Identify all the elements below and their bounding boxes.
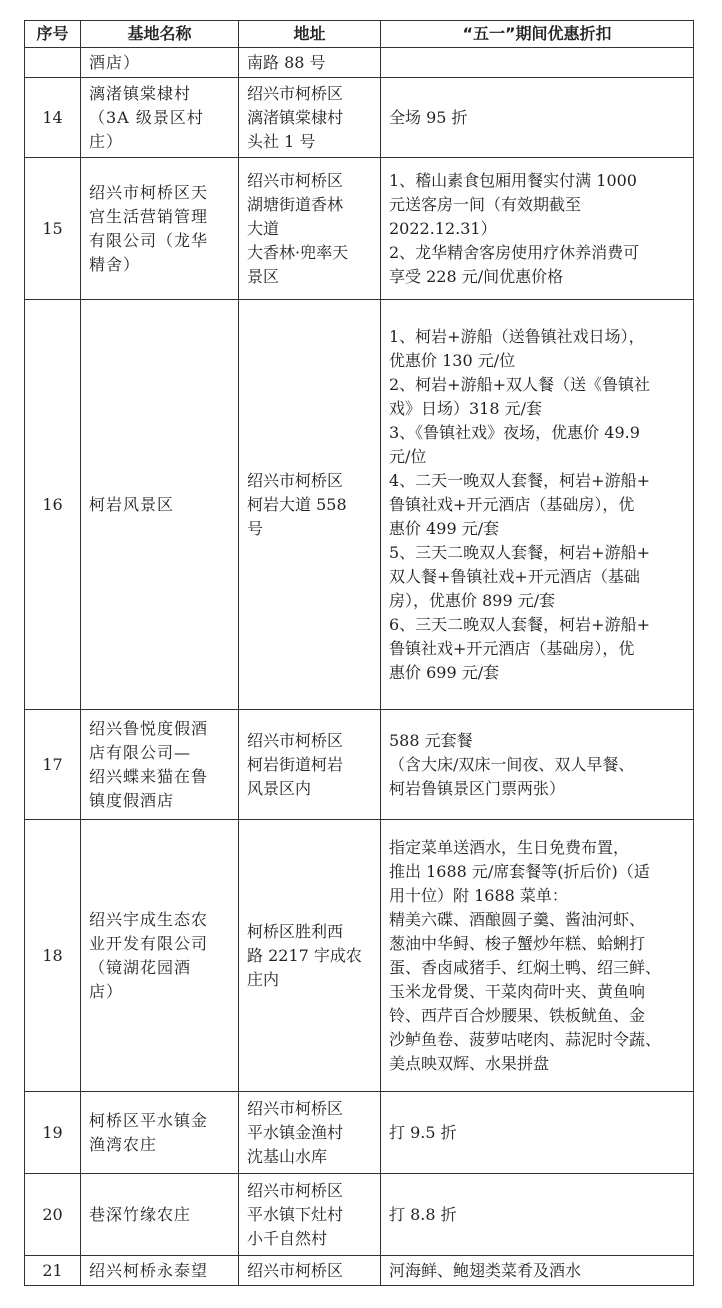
- address-cell: [239, 78, 381, 158]
- base-name-cell: [81, 1092, 239, 1174]
- discount-line: 沙鲈鱼卷、菠萝咕咾肉、蒜泥时令蔬、: [389, 1029, 662, 1049]
- address-line: 路 2217 宇成农: [247, 945, 362, 965]
- base-name-cell: [81, 158, 239, 300]
- base-name-line: 店）: [89, 981, 124, 1001]
- address-line: 绍兴市柯桥区: [247, 1180, 344, 1200]
- address-line: 柯岩街道柯岩: [247, 754, 344, 774]
- address-line: 号: [247, 518, 264, 538]
- base-name-line: （镜湖花园酒: [89, 957, 192, 977]
- discount-line: 惠价 699 元/套: [389, 662, 500, 682]
- table-row: [25, 1256, 694, 1286]
- address-line: 大香林·兜率天: [247, 242, 349, 262]
- base-name-line: 绍兴鲁悦度假酒: [89, 718, 209, 738]
- row-number: 15: [25, 158, 81, 300]
- discount-line: 鲁镇社戏+开元酒店（基础房），优: [389, 494, 635, 514]
- header-row: [25, 21, 694, 48]
- discount-cell: [381, 1174, 694, 1256]
- address-line: 大道: [247, 218, 280, 238]
- address-line: 小千自然村: [247, 1228, 328, 1248]
- discount-table: [24, 20, 694, 1286]
- address-line: 绍兴市柯桥区: [247, 83, 344, 103]
- discount-cell: [381, 820, 694, 1092]
- address-line: 绍兴市柯桥区: [247, 470, 344, 490]
- base-name-cell: [81, 48, 239, 78]
- row-number: 18: [25, 820, 81, 1092]
- address-line: 庄内: [247, 969, 280, 989]
- discount-line: 打 8.8 折: [389, 1204, 457, 1224]
- discount-line: 2、柯岩+游船+双人餐（送《鲁镇社: [389, 374, 650, 394]
- address-line: 沈基山水库: [247, 1146, 328, 1166]
- address-line: 柯桥区胜利西: [247, 921, 344, 941]
- base-name-line: 绍兴宇成生态农: [89, 909, 209, 929]
- address-line: 头社 1 号: [247, 131, 316, 151]
- discount-cell: [381, 300, 694, 710]
- table-row: [25, 1174, 694, 1256]
- table-row: [25, 820, 694, 1092]
- base-name-line: 业开发有限公司: [89, 933, 209, 953]
- row-number: 19: [25, 1092, 81, 1174]
- row-number: [25, 48, 81, 78]
- discount-line: 精美六碟、酒酿圆子羹、酱油河虾、: [389, 909, 646, 929]
- base-name-cell: [81, 820, 239, 1092]
- discount-cell: [381, 1092, 694, 1174]
- table-row: [25, 48, 694, 78]
- discount-line: 房），优惠价 899 元/套: [389, 590, 556, 610]
- base-name-line: 漓渚镇棠棣村: [89, 83, 192, 103]
- row-number: 20: [25, 1174, 81, 1256]
- discount-line: 用十位）附 1688 菜单：: [389, 885, 568, 905]
- table-row: [25, 1092, 694, 1174]
- table-row: [25, 78, 694, 158]
- row-number: 14: [25, 78, 81, 158]
- base-name-line: 绍兴柯桥永泰望: [89, 1260, 209, 1280]
- base-name-line: （3A 级景区村: [89, 107, 204, 127]
- address-line: 绍兴市柯桥区: [247, 1260, 344, 1280]
- address-cell: [239, 1256, 381, 1286]
- discount-line: 优惠价 130 元/位: [389, 350, 516, 370]
- discount-line: 全场 95 折: [389, 107, 468, 127]
- address-cell: [239, 300, 381, 710]
- discount-cell: [381, 78, 694, 158]
- discount-line: 1、稽山素食包厢用餐实付满 1000: [389, 170, 637, 190]
- row-number: 21: [25, 1256, 81, 1286]
- discount-line: 双人餐+鲁镇社戏+开元酒店（基础: [389, 566, 640, 586]
- base-name-line: 巷深竹缘农庄: [89, 1204, 192, 1224]
- address-line: 绍兴市柯桥区: [247, 170, 344, 190]
- address-cell: [239, 48, 381, 78]
- base-name-line: 宫生活营销管理: [89, 206, 209, 226]
- address-line: 南路 88 号: [247, 52, 326, 72]
- base-name-line: 绍兴蝶来猫在鲁: [89, 766, 209, 786]
- address-line: 柯岩大道 558: [247, 494, 347, 514]
- discount-line: 鲁镇社戏+开元酒店（基础房），优: [389, 638, 635, 658]
- table-row: [25, 158, 694, 300]
- base-name-cell: [81, 1174, 239, 1256]
- discount-line: 2、龙华精舍客房使用疗休养消费可: [389, 242, 640, 262]
- discount-line: 惠价 499 元/套: [389, 518, 500, 538]
- address-line: 绍兴市柯桥区: [247, 730, 344, 750]
- discount-line: （含大床/双床一间夜、双人早餐、: [389, 754, 635, 774]
- base-name-line: 镇度假酒店: [89, 790, 175, 810]
- address-line: 漓渚镇棠棣村: [247, 107, 344, 127]
- discount-line: 铃、西芹百合炒腰果、铁板鱿鱼、金: [389, 1005, 646, 1025]
- discount-line: 588 元套餐: [389, 730, 473, 750]
- base-name-cell: [81, 710, 239, 820]
- discount-line: 5、三天二晚双人套餐，柯岩+游船+: [389, 542, 650, 562]
- base-name-line: 有限公司（龙华: [89, 230, 209, 250]
- address-cell: [239, 1174, 381, 1256]
- base-name-line: 柯岩风景区: [89, 494, 175, 514]
- discount-line: 打 9.5 折: [389, 1122, 457, 1142]
- address-line: 湖塘街道香林: [247, 194, 344, 214]
- discount-line: 葱油中华鲟、梭子蟹炒年糕、蛤蜊打: [389, 933, 646, 953]
- discount-cell: [381, 158, 694, 300]
- header-name: 基地名称: [81, 21, 239, 48]
- base-name-line: 绍兴市柯桥区天: [89, 182, 209, 202]
- address-line: 风景区内: [247, 778, 312, 798]
- base-name-cell: [81, 78, 239, 158]
- discount-line: 蛋、香卤咸猪手、红焖土鸭、绍三鲜、: [389, 957, 662, 977]
- table-row: [25, 300, 694, 710]
- discount-line: 2022.12.31）: [389, 218, 497, 238]
- base-name-line: 店有限公司—: [89, 742, 192, 762]
- discount-line: 元送客房一间（有效期截至: [389, 194, 582, 214]
- address-line: 平水镇金渔村: [247, 1122, 344, 1142]
- discount-cell: [381, 710, 694, 820]
- discount-line: 柯岩鲁镇景区门票两张）: [389, 778, 566, 798]
- address-cell: [239, 158, 381, 300]
- discount-line: 戏》日场）318 元/套: [389, 398, 543, 418]
- discount-line: 3、《鲁镇社戏》夜场，优惠价 49.9: [389, 422, 640, 442]
- discount-line: 享受 228 元/间优惠价格: [389, 266, 564, 286]
- base-name-cell: [81, 300, 239, 710]
- table-row: [25, 710, 694, 820]
- header-address: 地址: [239, 21, 381, 48]
- address-line: 景区: [247, 266, 280, 286]
- row-number: 16: [25, 300, 81, 710]
- discount-line: 6、三天二晚双人套餐，柯岩+游船+: [389, 614, 650, 634]
- discount-line: 元/位: [389, 446, 427, 466]
- discount-line: 河海鲜、鲍翅类菜肴及酒水: [389, 1260, 582, 1280]
- discount-line: 指定菜单送酒水，生日免费布置，: [389, 837, 630, 857]
- discount-cell: [381, 1256, 694, 1286]
- address-cell: [239, 1092, 381, 1174]
- discount-cell: [381, 48, 694, 78]
- row-number: 17: [25, 710, 81, 820]
- base-name-line: 庄）: [89, 131, 124, 151]
- discount-line: 玉米龙骨煲、干菜肉荷叶夹、黄鱼响: [389, 981, 646, 1001]
- header-discount: “五一”期间优惠折扣: [381, 21, 694, 48]
- base-name-line: 酒店）: [89, 52, 141, 72]
- base-name-line: 精舍）: [89, 254, 141, 274]
- discount-line: 1、柯岩+游船（送鲁镇社戏日场），: [389, 326, 645, 346]
- base-name-line: 渔湾农庄: [89, 1134, 158, 1154]
- address-cell: [239, 710, 381, 820]
- discount-line: 4、二天一晚双人套餐，柯岩+游船+: [389, 470, 650, 490]
- base-name-line: 柯桥区平水镇金: [89, 1110, 209, 1130]
- address-line: 绍兴市柯桥区: [247, 1098, 344, 1118]
- discount-line: 推出 1688 元/席套餐等(折后价)（适: [389, 861, 650, 881]
- header-no: 序号: [25, 21, 81, 48]
- address-cell: [239, 820, 381, 1092]
- address-line: 平水镇下灶村: [247, 1204, 344, 1224]
- discount-line: 美点映双辉、水果拼盘: [389, 1053, 550, 1073]
- base-name-cell: [81, 1256, 239, 1286]
